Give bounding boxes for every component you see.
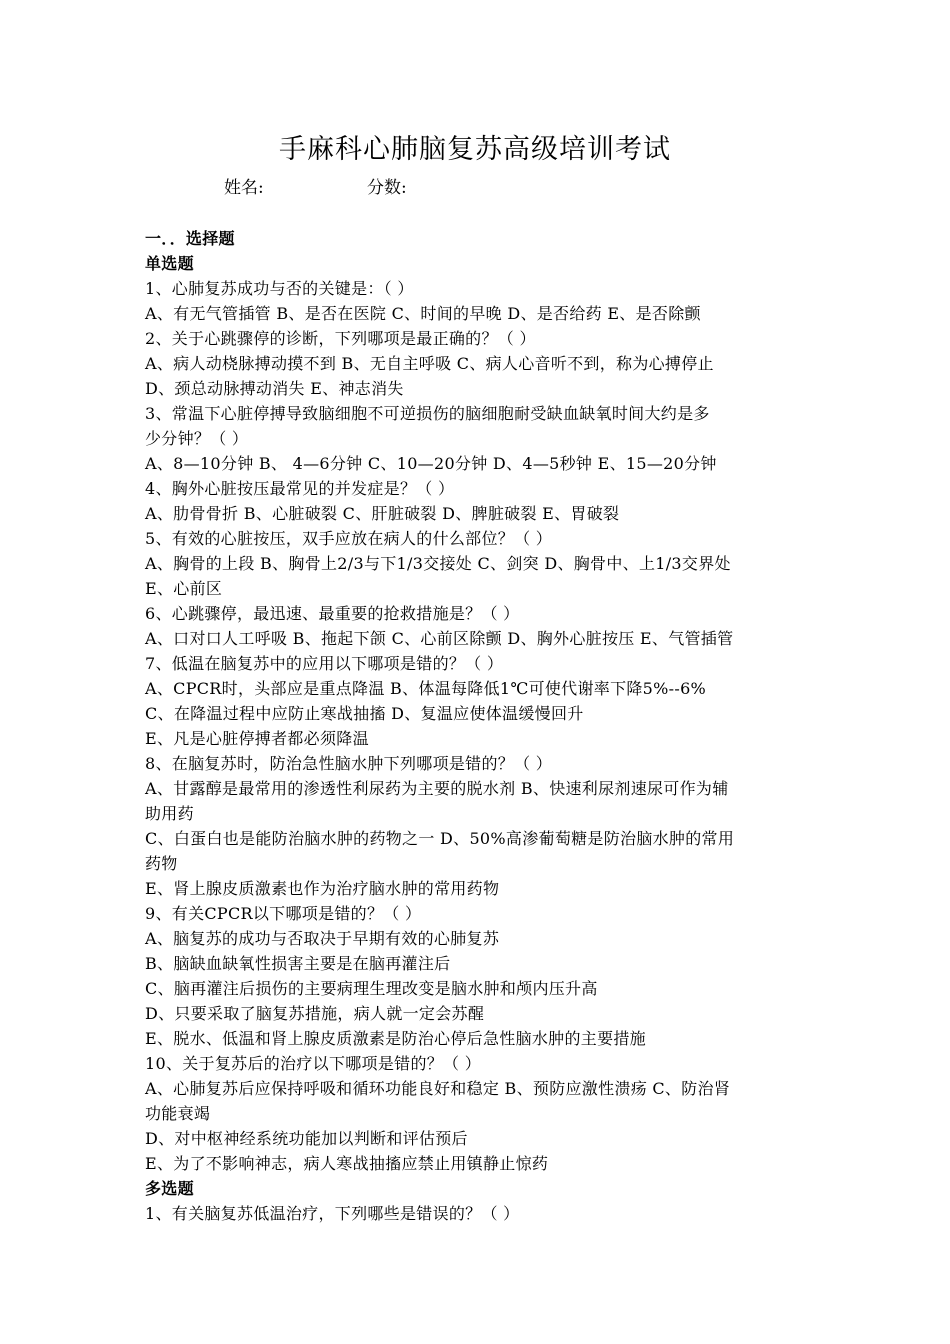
text-line: A、有无气管插管 B、是否在医院 C、时间的早晚 D、是否给药 E、是否除颤 (145, 304, 701, 323)
text-line: D、只要采取了脑复苏措施，病人就一定会苏醒 (145, 1004, 485, 1023)
text-line: A、甘露醇是最常用的渗透性利尿药为主要的脱水剂 B、快速利尿剂速尿可作为辅 (145, 779, 729, 798)
section-heading: 单选题 (145, 254, 194, 273)
text-line: 8、在脑复苏时，防治急性脑水肿下列哪项是错的？（ ） (145, 754, 553, 773)
text-line: B、脑缺血缺氧性损害主要是在脑再灌注后 (145, 954, 451, 973)
text-line: 药物 (145, 854, 178, 873)
text-line: A、病人动桡脉搏动摸不到 B、无自主呼吸 C、病人心音听不到，称为心搏停止 (145, 354, 714, 373)
text-line: 6、心跳骤停，最迅速、最重要的抢救措施是？（ ） (145, 604, 520, 623)
text-line: A、CPCR时，头部应是重点降温 B、体温每降低1℃可使代谢率下降5%--6% (145, 679, 707, 698)
text-line: D、颈总动脉搏动消失 E、神志消失 (145, 379, 404, 398)
text-line: C、白蛋白也是能防治脑水肿的药物之一 D、50%高渗葡萄糖是防治脑水肿的常用 (145, 829, 735, 848)
text-line: 少分钟？（ ） (145, 429, 249, 448)
text-line: 助用药 (145, 804, 194, 823)
text-line: A、口对口人工呼吸 B、拖起下颌 C、心前区除颤 D、胸外心脏按压 E、气管插管 (145, 629, 734, 648)
section-heading: 多选题 (145, 1179, 194, 1198)
text-line: 9、有关CPCR以下哪项是错的？（ ） (145, 904, 422, 923)
text-line: A、胸骨的上段 B、胸骨上2/3与下1/3交接处 C、剑突 D、胸骨中、上1/3交界处 (145, 554, 731, 573)
exam-body (145, 226, 815, 1226)
text-line: A、8—10分钟 B、 4—6分钟 C、10—20分钟 D、4—5秒钟 E、15—20分钟 (145, 454, 717, 473)
text-line: E、肾上腺皮质激素也作为治疗脑水肿的常用药物 (145, 879, 500, 898)
text-line: 4、胸外心脏按压最常见的并发症是？（ ） (145, 479, 455, 498)
text-line: D、对中枢神经系统功能加以判断和评估预后 (145, 1129, 468, 1148)
text-line: 功能衰竭 (145, 1104, 211, 1123)
name-label: 姓名: (224, 178, 264, 198)
text-line: A、脑复苏的成功与否取决于早期有效的心肺复苏 (145, 929, 500, 948)
text-line: E、为了不影响神志，病人寒战抽搐应禁止用镇静止惊药 (145, 1154, 549, 1173)
section-heading: 一．．选择题 (145, 229, 235, 248)
text-line: 10、关于复苏后的治疗以下哪项是错的？（ ） (145, 1054, 482, 1073)
text-line: A、心肺复苏后应保持呼吸和循环功能良好和稳定 B、预防应激性溃疡 C、防治肾 (145, 1079, 731, 1098)
text-line: A、肋骨骨折 B、心脏破裂 C、肝脏破裂 D、脾脏破裂 E、胃破裂 (145, 504, 620, 523)
exam-title: 手麻科心肺脑复苏高级培训考试 (279, 134, 671, 165)
text-line: 1、心肺复苏成功与否的关键是：（ ） (145, 279, 414, 298)
text-line: E、脱水、低温和肾上腺皮质激素是防治心停后急性脑水肿的主要措施 (145, 1029, 646, 1048)
score-label: 分数: (367, 178, 407, 198)
text-line: C、脑再灌注后损伤的主要病理生理改变是脑水肿和颅内压升高 (145, 979, 598, 998)
text-line: E、心前区 (145, 579, 223, 598)
text-line: 1、有关脑复苏低温治疗，下列哪些是错误的？（ ） (145, 1204, 520, 1223)
text-line: 2、关于心跳骤停的诊断，下列哪项是最正确的？（ ） (145, 329, 536, 348)
text-line: E、凡是心脏停搏者都必须降温 (145, 729, 369, 748)
text-line: 3、常温下心脏停搏导致脑细胞不可逆损伤的脑细胞耐受缺血缺氧时间大约是多 (145, 404, 710, 423)
text-line: C、在降温过程中应防止寒战抽搐 D、复温应使体温缓慢回升 (145, 704, 584, 723)
text-line: 7、低温在脑复苏中的应用以下哪项是错的？（ ） (145, 654, 504, 673)
text-line: 5、有效的心脏按压，双手应放在病人的什么部位？（ ） (145, 529, 553, 548)
